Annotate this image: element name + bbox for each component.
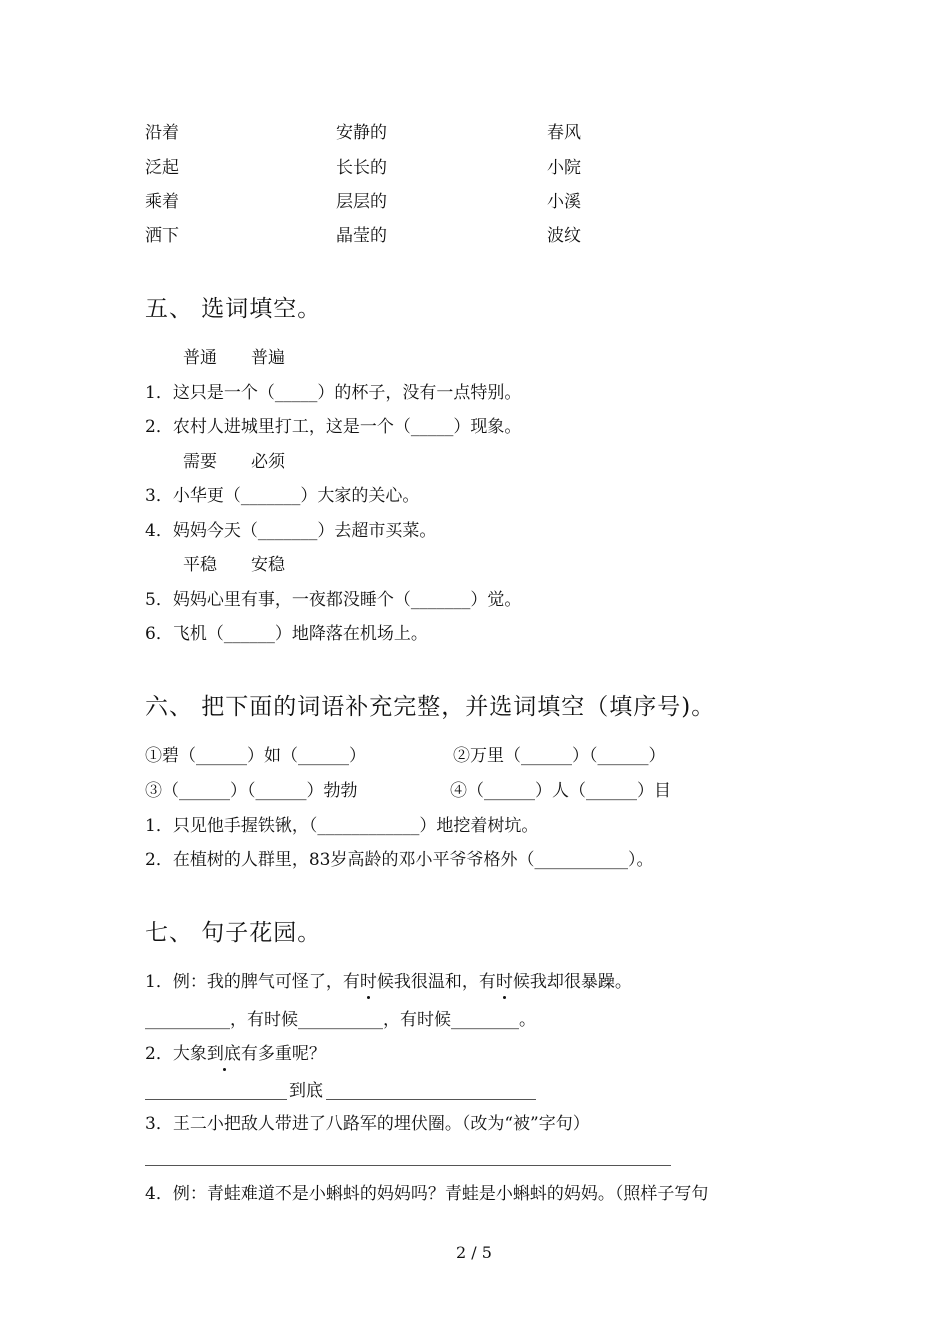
- question-7-3: 3．王二小把敌人带进了八路军的埋伏圈。（改为“被”字句）: [145, 1114, 590, 1134]
- section-5-heading: 五、 选词填空。: [145, 296, 322, 322]
- q7-1-emphasis-a: 有时候: [342, 972, 394, 992]
- match-col2-2: 长长的: [336, 158, 387, 178]
- word-choices-1: 普通 普遍: [183, 348, 285, 368]
- q7-1-text-c: 我却很暴躁。: [529, 972, 632, 992]
- match-col1-1: 沿着: [145, 123, 179, 143]
- section-7-heading: 七、 句子花园。: [145, 920, 322, 946]
- q7-2-text-a: 2．大象: [145, 1044, 207, 1064]
- match-col3-3: 小溪: [547, 192, 581, 212]
- match-col2-3: 层层的: [336, 192, 387, 212]
- match-col2-4: 晶莹的: [336, 226, 387, 246]
- match-col2-1: 安静的: [336, 123, 387, 143]
- answer-blank-7-2a[interactable]: [145, 1099, 287, 1100]
- question-5-1: 1．这只是一个（_____）的杯子，没有一点特别。: [145, 383, 522, 403]
- question-7-2: [145, 1043, 326, 1065]
- match-col3-2: 小院: [547, 158, 581, 178]
- question-6-2: 2．在植树的人群里，83岁高龄的邓小平爷爷格外（___________）。: [145, 850, 654, 870]
- question-5-5: 5．妈妈心里有事，一夜都没睡个（_______）觉。: [145, 590, 522, 610]
- q7-2-emphasis: 到底: [206, 1044, 241, 1064]
- match-col1-3: 乘着: [145, 192, 179, 212]
- idiom-item-1: ①碧（______）如（______）: [145, 746, 366, 766]
- match-col3-1: 春风: [547, 123, 581, 143]
- word-choices-3: 平稳 安稳: [183, 555, 285, 575]
- question-7-1: [145, 971, 632, 993]
- answer-word-7-2: 到底: [289, 1081, 323, 1101]
- page-number: 2 / 5: [456, 1243, 492, 1262]
- q7-1-emphasis-b: 有时候: [478, 972, 530, 992]
- idiom-item-3: ③（______）（______）勃勃: [145, 781, 358, 801]
- q7-1-text-b: 我很温和，: [393, 972, 479, 992]
- answer-line-7-3[interactable]: [145, 1165, 671, 1166]
- question-6-1: 1．只见他手握铁锹，（____________）地挖着树坑。: [145, 816, 539, 836]
- question-5-2: 2．农村人进城里打工，这是一个（_____）现象。: [145, 417, 522, 437]
- idiom-item-4: ④（______）人（______）目: [450, 781, 671, 801]
- q7-2-text-b: 有多重呢？: [240, 1044, 326, 1064]
- question-7-4: 4．例：青蛙难道不是小蝌蚪的妈妈吗？青蛙是小蝌蚪的妈妈。（照样子写句: [145, 1184, 709, 1204]
- match-col1-2: 泛起: [145, 158, 179, 178]
- match-col1-4: 洒下: [145, 226, 179, 246]
- section-6-heading: 六、 把下面的词语补充完整，并选词填空（填序号)。: [145, 694, 716, 720]
- question-5-6: 6．飞机（______）地降落在机场上。: [145, 624, 428, 644]
- question-5-3: 3．小华更（_______）大家的关心。: [145, 486, 420, 506]
- question-5-4: 4．妈妈今天（_______）去超市买菜。: [145, 521, 437, 541]
- q7-1-text-a: 1．例：我的脾气可怪了，: [145, 972, 343, 992]
- idiom-item-2: ②万里（______）（______）: [453, 746, 666, 766]
- match-col3-4: 波纹: [547, 226, 581, 246]
- answer-blank-7-2b[interactable]: [326, 1099, 536, 1100]
- answer-line-7-1[interactable]: __________，有时候__________，有时候________。: [145, 1010, 536, 1030]
- word-choices-2: 需要 必须: [183, 452, 285, 472]
